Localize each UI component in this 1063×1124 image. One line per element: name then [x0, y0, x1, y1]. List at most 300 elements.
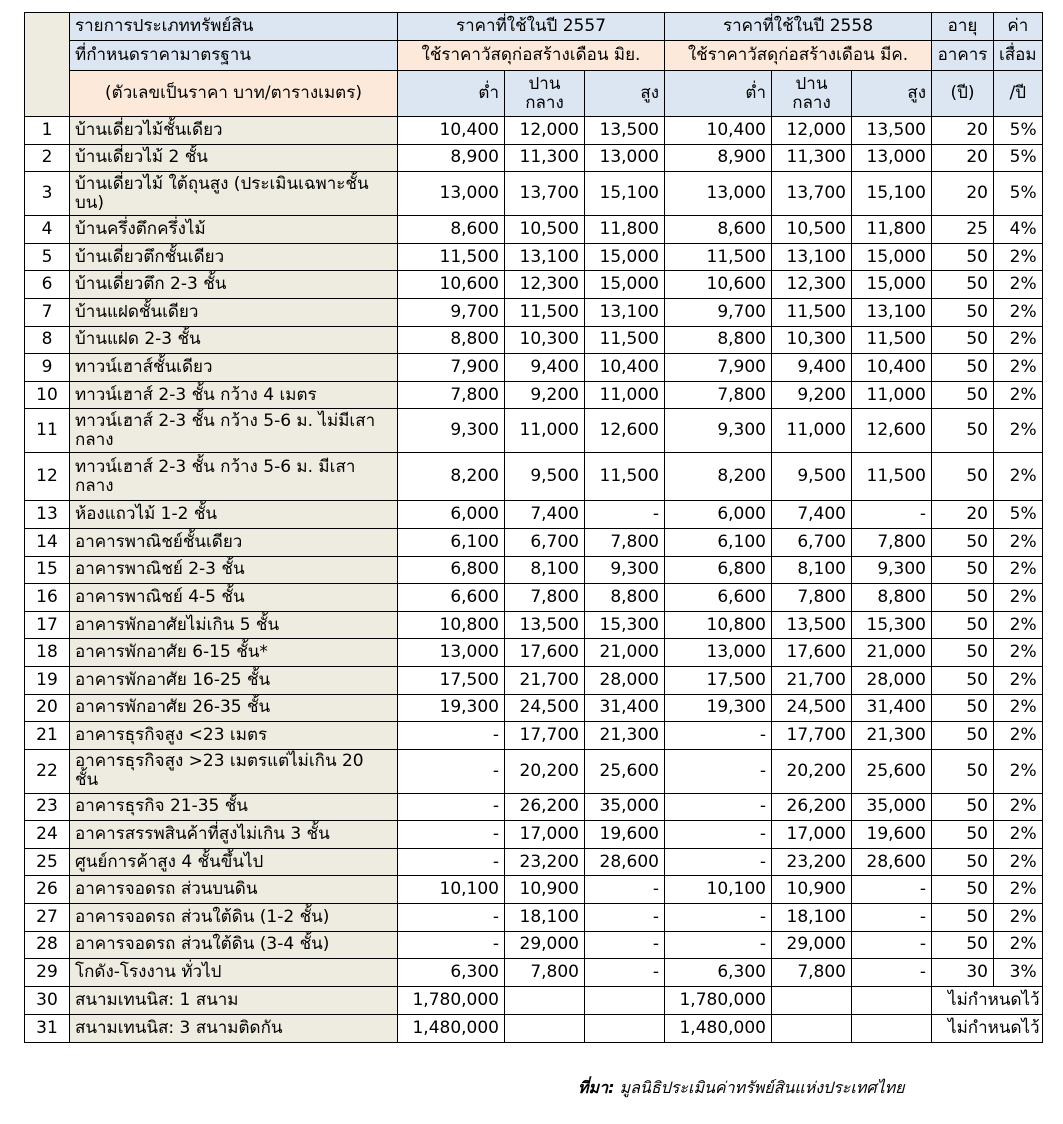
row-property-type: อาคารจอดรถ ส่วนใต้ดิน (3-4 ชั้น)	[70, 931, 398, 959]
price-2558-mid: 23,200	[772, 848, 852, 876]
price-2558-high: -	[852, 876, 932, 904]
depreciation-rate: 2%	[994, 694, 1043, 722]
price-2557-mid: 8,100	[505, 556, 585, 584]
row-property-type: อาคารธุรกิจสูง <23 เมตร	[70, 722, 398, 750]
building-age: 50	[932, 243, 994, 271]
table-row	[25, 821, 1043, 849]
price-2557-high: 15,300	[585, 611, 665, 639]
price-2558-mid: 12,300	[772, 271, 852, 299]
price-2558-mid	[772, 1014, 852, 1042]
row-number: 29	[25, 959, 70, 987]
row-property-type: ทาวน์เฮาส์ 2-3 ชั้น กว้าง 5-6 ม. ไม่มีเสากลาง	[70, 409, 398, 453]
table-row	[25, 904, 1043, 932]
price-2557-high: 28,600	[585, 848, 665, 876]
price-2557-mid: 9,200	[505, 381, 585, 409]
table-row	[25, 172, 1043, 216]
price-2557-mid: 23,200	[505, 848, 585, 876]
row-number: 21	[25, 722, 70, 750]
price-2558-mid: 12,000	[772, 117, 852, 145]
table-row	[25, 528, 1043, 556]
price-2558-high: 8,800	[852, 584, 932, 612]
table-row	[25, 144, 1043, 172]
row-number: 16	[25, 584, 70, 612]
row-number: 14	[25, 528, 70, 556]
depreciation-rate: 3%	[994, 959, 1043, 987]
table-row	[25, 243, 1043, 271]
row-number: 27	[25, 904, 70, 932]
price-2558-low: 8,200	[665, 453, 772, 501]
price-2557-high: 8,800	[585, 584, 665, 612]
price-2558-low: 6,600	[665, 584, 772, 612]
price-2557-low: 10,400	[398, 117, 505, 145]
price-2558-mid: 13,500	[772, 611, 852, 639]
price-2558-mid: 7,800	[772, 584, 852, 612]
depreciation-rate: 2%	[994, 556, 1043, 584]
price-2558-low: 8,800	[665, 326, 772, 354]
header-low-2558: ต่ำ	[665, 71, 772, 117]
price-2557-high: 31,400	[585, 694, 665, 722]
price-2557-high: 19,600	[585, 821, 665, 849]
row-property-type: ทาวน์เฮาส์ 2-3 ชั้น กว้าง 4 เมตร	[70, 381, 398, 409]
price-2558-low: -	[665, 749, 772, 793]
price-2557-low: 9,700	[398, 298, 505, 326]
price-2558-low: -	[665, 904, 772, 932]
header-high-2558: สูง	[852, 71, 932, 117]
table-row	[25, 722, 1043, 750]
price-2557-low: 8,200	[398, 453, 505, 501]
price-2557-mid: 10,900	[505, 876, 585, 904]
price-2557-low: -	[398, 793, 505, 821]
price-2557-low: 8,800	[398, 326, 505, 354]
price-2557-mid: 7,800	[505, 584, 585, 612]
depreciation-rate: 2%	[994, 821, 1043, 849]
price-2558-high: -	[852, 959, 932, 987]
price-2557-high	[585, 986, 665, 1014]
price-2557-mid: 6,700	[505, 528, 585, 556]
table-row	[25, 1014, 1043, 1042]
price-2558-high: 28,000	[852, 666, 932, 694]
row-number: 9	[25, 354, 70, 382]
price-2557-mid: 13,500	[505, 611, 585, 639]
price-2558-high: 11,000	[852, 381, 932, 409]
price-2557-mid: 26,200	[505, 793, 585, 821]
price-2557-low: 8,900	[398, 144, 505, 172]
depreciation-rate: 2%	[994, 354, 1043, 382]
price-2558-mid: 7,400	[772, 501, 852, 529]
price-2558-low: 10,100	[665, 876, 772, 904]
price-2558-high: 21,000	[852, 639, 932, 667]
table-row	[25, 117, 1043, 145]
row-property-type: อาคารพาณิชย์ 2-3 ชั้น	[70, 556, 398, 584]
table-row	[25, 876, 1043, 904]
price-2558-low: 7,800	[665, 381, 772, 409]
price-2558-low: 1,780,000	[665, 986, 772, 1014]
price-2557-high: 9,300	[585, 556, 665, 584]
row-property-type: บ้านเดี่ยวไม้ 2 ชั้น	[70, 144, 398, 172]
header-mid-2558: ปาน กลาง	[772, 71, 852, 117]
price-2558-high: 19,600	[852, 821, 932, 849]
header-name-line1: รายการประเภททรัพย์สิน	[70, 13, 398, 41]
building-age: 50	[932, 793, 994, 821]
depreciation-rate: 2%	[994, 793, 1043, 821]
price-2558-low: 13,000	[665, 172, 772, 216]
price-2557-high: 15,100	[585, 172, 665, 216]
building-age: 25	[932, 216, 994, 244]
price-2558-mid: 10,500	[772, 216, 852, 244]
price-2557-high: 15,000	[585, 271, 665, 299]
building-age: 50	[932, 876, 994, 904]
price-2558-mid: 20,200	[772, 749, 852, 793]
price-2557-mid: 11,300	[505, 144, 585, 172]
building-age: 50	[932, 556, 994, 584]
price-2558-low: 11,500	[665, 243, 772, 271]
building-age: 20	[932, 501, 994, 529]
price-2558-low: -	[665, 793, 772, 821]
price-2558-mid: 26,200	[772, 793, 852, 821]
table-row	[25, 271, 1043, 299]
price-2557-low: -	[398, 722, 505, 750]
price-2557-high: 25,600	[585, 749, 665, 793]
row-property-type: ทาวน์เฮาส์ชั้นเดียว	[70, 354, 398, 382]
building-age: 50	[932, 666, 994, 694]
price-2557-high: -	[585, 501, 665, 529]
table-row	[25, 848, 1043, 876]
header-low-2557: ต่ำ	[398, 71, 505, 117]
price-2558-high	[852, 1014, 932, 1042]
source-note	[578, 1076, 905, 1101]
table-row	[25, 931, 1043, 959]
price-2557-high: 11,500	[585, 453, 665, 501]
price-2558-high: 15,100	[852, 172, 932, 216]
depreciation-rate: 2%	[994, 326, 1043, 354]
price-2557-mid: 21,700	[505, 666, 585, 694]
price-2557-mid: 17,000	[505, 821, 585, 849]
price-2557-mid: 9,400	[505, 354, 585, 382]
price-2558-mid: 10,900	[772, 876, 852, 904]
price-2558-high: 15,300	[852, 611, 932, 639]
row-property-type: อาคารพักอาศัย 16-25 ชั้น	[70, 666, 398, 694]
building-age: 20	[932, 144, 994, 172]
price-2558-high: 31,400	[852, 694, 932, 722]
price-2558-low: 8,900	[665, 144, 772, 172]
building-age: 30	[932, 959, 994, 987]
price-2558-low: -	[665, 821, 772, 849]
row-property-type: อาคารพาณิชย์ชั้นเดียว	[70, 528, 398, 556]
price-2557-low: 6,600	[398, 584, 505, 612]
depreciation-rate: 2%	[994, 381, 1043, 409]
header-year1-sub: ใช้ราคาวัสดุก่อสร้างเดือน มิย.	[398, 41, 665, 71]
building-age: 50	[932, 639, 994, 667]
price-2557-high: 15,000	[585, 243, 665, 271]
row-property-type: บ้านแฝดชั้นเดียว	[70, 298, 398, 326]
depreciation-rate: 2%	[994, 611, 1043, 639]
table-header	[25, 13, 1043, 117]
building-age: 50	[932, 584, 994, 612]
source-text: มูลนิธิประเมินค่าทรัพย์สินแห่งประเทศไทย	[619, 1078, 905, 1097]
row-number: 3	[25, 172, 70, 216]
header-dep-line1: ค่า	[994, 13, 1043, 41]
price-2557-mid: 13,700	[505, 172, 585, 216]
price-2557-low: -	[398, 848, 505, 876]
price-2557-high: 10,400	[585, 354, 665, 382]
price-2557-high: 11,000	[585, 381, 665, 409]
row-number: 23	[25, 793, 70, 821]
table-row	[25, 986, 1043, 1014]
depreciation-rate: 2%	[994, 848, 1043, 876]
table-row	[25, 793, 1043, 821]
price-2557-high: 28,000	[585, 666, 665, 694]
price-2557-mid: 7,400	[505, 501, 585, 529]
row-number: 2	[25, 144, 70, 172]
table-row	[25, 584, 1043, 612]
price-2558-mid	[772, 986, 852, 1014]
price-2557-mid: 11,000	[505, 409, 585, 453]
price-2558-mid: 6,700	[772, 528, 852, 556]
table-row	[25, 409, 1043, 453]
price-2558-mid: 24,500	[772, 694, 852, 722]
table-row	[25, 381, 1043, 409]
row-number: 18	[25, 639, 70, 667]
price-2558-low: -	[665, 848, 772, 876]
price-2557-high: 11,800	[585, 216, 665, 244]
price-2557-low: 10,100	[398, 876, 505, 904]
table-row	[25, 354, 1043, 382]
price-2557-low: 1,780,000	[398, 986, 505, 1014]
price-2558-high: 11,800	[852, 216, 932, 244]
price-2557-high: -	[585, 876, 665, 904]
row-property-type: อาคารจอดรถ ส่วนใต้ดิน (1-2 ชั้น)	[70, 904, 398, 932]
price-2557-low: -	[398, 821, 505, 849]
depreciation-rate: 2%	[994, 876, 1043, 904]
row-number: 22	[25, 749, 70, 793]
price-2558-high: 25,600	[852, 749, 932, 793]
depreciation-rate: 2%	[994, 409, 1043, 453]
price-2557-high: -	[585, 931, 665, 959]
building-age: 20	[932, 117, 994, 145]
depreciation-rate: 2%	[994, 243, 1043, 271]
price-2558-high: 21,300	[852, 722, 932, 750]
row-property-type: อาคารพักอาศัย 26-35 ชั้น	[70, 694, 398, 722]
header-year2-sub: ใช้ราคาวัสดุก่อสร้างเดือน มีค.	[665, 41, 932, 71]
price-2558-low: -	[665, 931, 772, 959]
table-row	[25, 501, 1043, 529]
depreciation-rate: 4%	[994, 216, 1043, 244]
price-2558-high: 9,300	[852, 556, 932, 584]
depreciation-rate: 2%	[994, 749, 1043, 793]
price-2558-high: 13,000	[852, 144, 932, 172]
price-2557-mid: 10,300	[505, 326, 585, 354]
row-number: 17	[25, 611, 70, 639]
price-2558-low: 9,300	[665, 409, 772, 453]
price-2557-high: -	[585, 904, 665, 932]
price-2558-high: 13,500	[852, 117, 932, 145]
price-2557-mid: 17,600	[505, 639, 585, 667]
building-age: 50	[932, 326, 994, 354]
price-2557-low: 8,600	[398, 216, 505, 244]
header-year2-title: ราคาที่ใช้ในปี 2558	[665, 13, 932, 41]
price-2558-high: 12,600	[852, 409, 932, 453]
header-name-line2: ที่กำหนดราคามาตรฐาน	[70, 41, 398, 71]
price-2558-low: 6,100	[665, 528, 772, 556]
row-property-type: อาคารพักอาศัยไม่เกิน 5 ชั้น	[70, 611, 398, 639]
price-2558-high: 15,000	[852, 243, 932, 271]
row-property-type: อาคารธุรกิจสูง >23 เมตรแต่ไม่เกิน 20 ชั้น	[70, 749, 398, 793]
row-property-type: ห้องแถวไม้ 1-2 ชั้น	[70, 501, 398, 529]
price-2557-mid	[505, 1014, 585, 1042]
price-2558-high	[852, 986, 932, 1014]
building-age: 50	[932, 381, 994, 409]
price-2557-high: -	[585, 959, 665, 987]
row-property-type: ศูนย์การค้าสูง 4 ชั้นขึ้นไป	[70, 848, 398, 876]
building-age: 50	[932, 694, 994, 722]
table-body	[25, 117, 1043, 1043]
price-2557-mid: 10,500	[505, 216, 585, 244]
row-property-type: บ้านเดี่ยวตึก 2-3 ชั้น	[70, 271, 398, 299]
price-2557-low: 13,000	[398, 639, 505, 667]
price-2557-low: 10,800	[398, 611, 505, 639]
price-2558-mid: 29,000	[772, 931, 852, 959]
row-property-type: สนามเทนนิส: 3 สนามติดกัน	[70, 1014, 398, 1042]
building-age: 50	[932, 453, 994, 501]
price-2557-high: 12,600	[585, 409, 665, 453]
price-2558-mid: 9,400	[772, 354, 852, 382]
row-number: 5	[25, 243, 70, 271]
row-property-type: อาคารพักอาศัย 6-15 ชั้น*	[70, 639, 398, 667]
depreciation-rate: 5%	[994, 172, 1043, 216]
building-age: 50	[932, 528, 994, 556]
depreciation-rate: 2%	[994, 639, 1043, 667]
price-2557-high: 13,000	[585, 144, 665, 172]
table-row	[25, 666, 1043, 694]
price-2557-low: -	[398, 931, 505, 959]
price-2558-low: 7,900	[665, 354, 772, 382]
row-property-type: บ้านครึ่งตึกครึ่งไม้	[70, 216, 398, 244]
price-2558-high: -	[852, 931, 932, 959]
price-2558-low: 8,600	[665, 216, 772, 244]
price-2557-low: 7,800	[398, 381, 505, 409]
price-2557-low: 19,300	[398, 694, 505, 722]
building-age: 50	[932, 271, 994, 299]
building-age: 50	[932, 611, 994, 639]
price-2557-mid: 17,700	[505, 722, 585, 750]
price-2557-high: 21,000	[585, 639, 665, 667]
price-2558-high: 11,500	[852, 453, 932, 501]
price-2558-mid: 11,500	[772, 298, 852, 326]
row-property-type: บ้านเดี่ยวไม้ชั้นเดียว	[70, 117, 398, 145]
price-2558-low: 6,800	[665, 556, 772, 584]
price-2558-mid: 7,800	[772, 959, 852, 987]
table-row	[25, 611, 1043, 639]
row-property-type: ทาวน์เฮาส์ 2-3 ชั้น กว้าง 5-6 ม. มีเสากลาง	[70, 453, 398, 501]
depreciation-rate: 5%	[994, 117, 1043, 145]
price-2557-low: 6,100	[398, 528, 505, 556]
price-2557-mid: 24,500	[505, 694, 585, 722]
building-age: 50	[932, 821, 994, 849]
price-2558-mid: 11,300	[772, 144, 852, 172]
price-2557-high	[585, 1014, 665, 1042]
price-2558-low: 10,600	[665, 271, 772, 299]
price-2557-low: 17,500	[398, 666, 505, 694]
building-age: 50	[932, 931, 994, 959]
price-2558-high: 28,600	[852, 848, 932, 876]
price-2557-low: 7,900	[398, 354, 505, 382]
header-year1-title: ราคาที่ใช้ในปี 2557	[398, 13, 665, 41]
price-2557-low: 6,800	[398, 556, 505, 584]
depreciation-rate: 2%	[994, 453, 1043, 501]
depreciation-rate: 2%	[994, 271, 1043, 299]
price-2558-low: 10,400	[665, 117, 772, 145]
price-2558-high: -	[852, 501, 932, 529]
price-2557-mid: 29,000	[505, 931, 585, 959]
row-number: 10	[25, 381, 70, 409]
price-2558-low: 1,480,000	[665, 1014, 772, 1042]
price-2558-mid: 17,600	[772, 639, 852, 667]
price-2558-mid: 8,100	[772, 556, 852, 584]
price-2558-high: -	[852, 904, 932, 932]
price-2558-high: 13,100	[852, 298, 932, 326]
table-row	[25, 639, 1043, 667]
table-row	[25, 326, 1043, 354]
row-number: 24	[25, 821, 70, 849]
source-label: ที่มา:	[578, 1078, 615, 1097]
row-property-type: บ้านเดี่ยวไม้ ใต้ถุนสูง (ประเมินเฉพาะชั้นบน)	[70, 172, 398, 216]
row-number: 15	[25, 556, 70, 584]
building-age: 50	[932, 722, 994, 750]
row-number: 4	[25, 216, 70, 244]
price-2558-high: 10,400	[852, 354, 932, 382]
header-unit-note: (ตัวเลขเป็นราคา บาท/ตารางเมตร)	[70, 71, 398, 117]
price-2557-mid: 11,500	[505, 298, 585, 326]
price-2557-mid: 12,300	[505, 271, 585, 299]
depreciation-rate: 2%	[994, 722, 1043, 750]
table-row	[25, 694, 1043, 722]
price-2558-low: 10,800	[665, 611, 772, 639]
depreciation-rate: 5%	[994, 501, 1043, 529]
price-2558-low: 6,300	[665, 959, 772, 987]
price-2558-low: 19,300	[665, 694, 772, 722]
price-2557-mid: 7,800	[505, 959, 585, 987]
header-mid-2557: ปาน กลาง	[505, 71, 585, 117]
header-high-2557: สูง	[585, 71, 665, 117]
price-2558-mid: 13,100	[772, 243, 852, 271]
header-age-line3: (ปี)	[932, 71, 994, 117]
table-row	[25, 216, 1043, 244]
row-number: 31	[25, 1014, 70, 1042]
row-number: 28	[25, 931, 70, 959]
depreciation-rate: 2%	[994, 584, 1043, 612]
price-2557-high: 21,300	[585, 722, 665, 750]
price-2557-low: 6,000	[398, 501, 505, 529]
price-2557-low: 11,500	[398, 243, 505, 271]
price-2558-low: -	[665, 722, 772, 750]
depreciation-rate: 2%	[994, 666, 1043, 694]
table-row	[25, 749, 1043, 793]
row-number: 6	[25, 271, 70, 299]
building-age: 50	[932, 298, 994, 326]
row-property-type: อาคารจอดรถ ส่วนบนดิน	[70, 876, 398, 904]
row-number: 26	[25, 876, 70, 904]
price-2557-high: 13,100	[585, 298, 665, 326]
row-number: 11	[25, 409, 70, 453]
row-number: 13	[25, 501, 70, 529]
price-2558-low: 6,000	[665, 501, 772, 529]
price-2558-mid: 9,500	[772, 453, 852, 501]
header-age-line1: อายุ	[932, 13, 994, 41]
price-2557-mid: 18,100	[505, 904, 585, 932]
price-2558-low: 13,000	[665, 639, 772, 667]
table-row	[25, 556, 1043, 584]
price-2557-low: 9,300	[398, 409, 505, 453]
